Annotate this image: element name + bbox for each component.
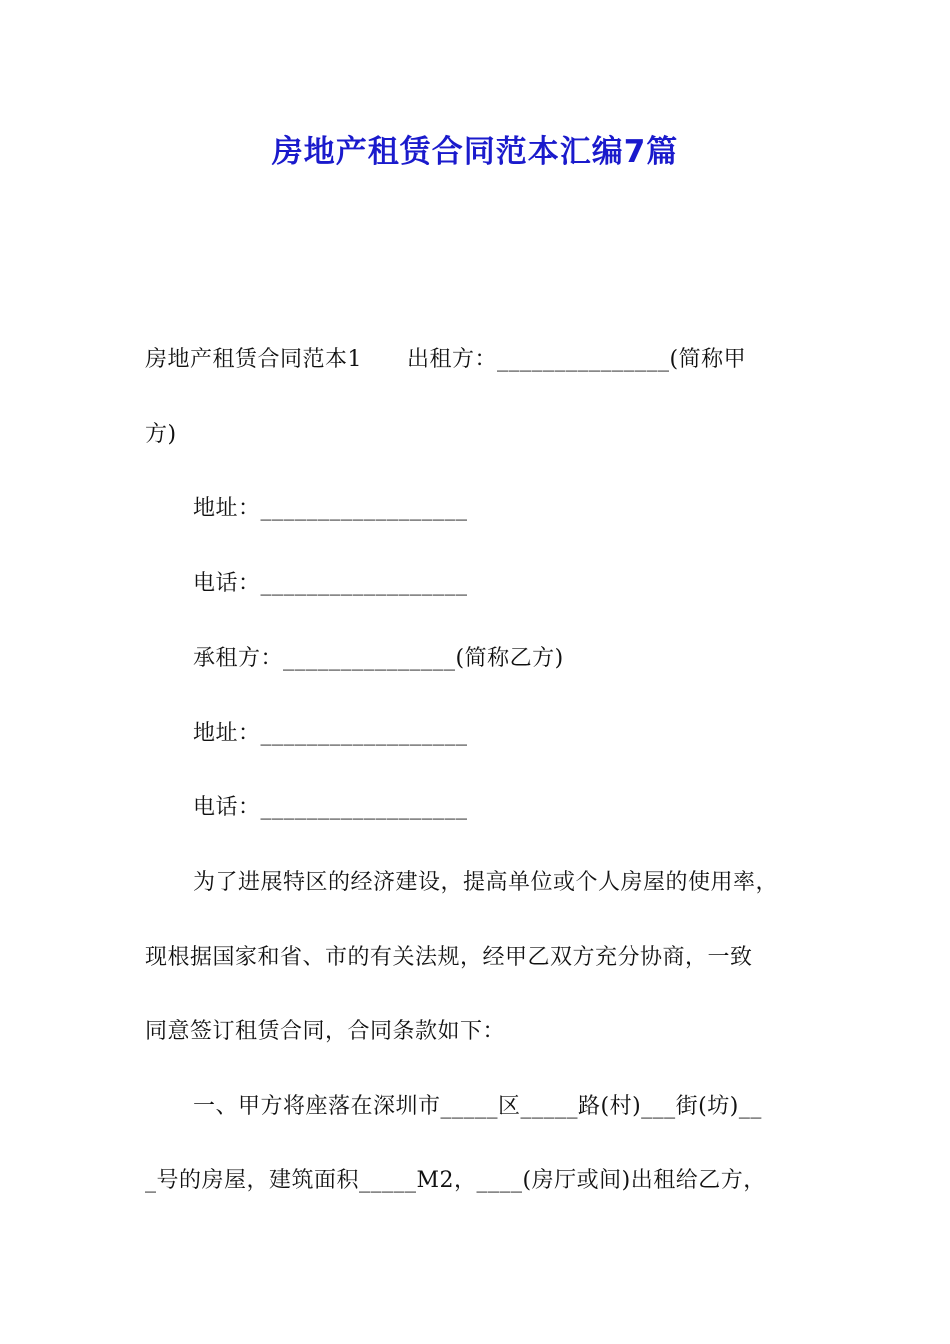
paragraph-line-2-lessor-cont: 方) <box>145 422 177 447</box>
clause-1-line-2: _号的房屋，建筑面积_____M2，____(房厅或间)出租给乙方， <box>145 1168 766 1193</box>
paragraph-line-1-lessor: 房地产租赁合同范本1 出租方：_______________(简称甲 <box>145 347 747 372</box>
lessee-address-line: 地址：__________________ <box>193 721 468 746</box>
lessor-address-line: 地址：__________________ <box>193 496 468 521</box>
lessor-phone-line: 电话：__________________ <box>193 571 468 596</box>
document-title: 房地产租赁合同范本汇编7篇 <box>271 134 679 170</box>
clause-1-line-1: 一、甲方将座落在深圳市_____区_____路(村)___街(坊)__ <box>193 1094 762 1119</box>
preamble-line-3: 同意签订租赁合同，合同条款如下： <box>145 1019 506 1044</box>
preamble-line-1: 为了进展特区的经济建设，提高单位或个人房屋的使用率， <box>193 870 779 895</box>
lessee-line: 承租方：_______________(简称乙方) <box>193 646 564 671</box>
lessee-phone-line: 电话：__________________ <box>193 795 468 820</box>
preamble-line-2: 现根据国家和省、市的有关法规，经甲乙双方充分协商，一致 <box>145 945 753 970</box>
